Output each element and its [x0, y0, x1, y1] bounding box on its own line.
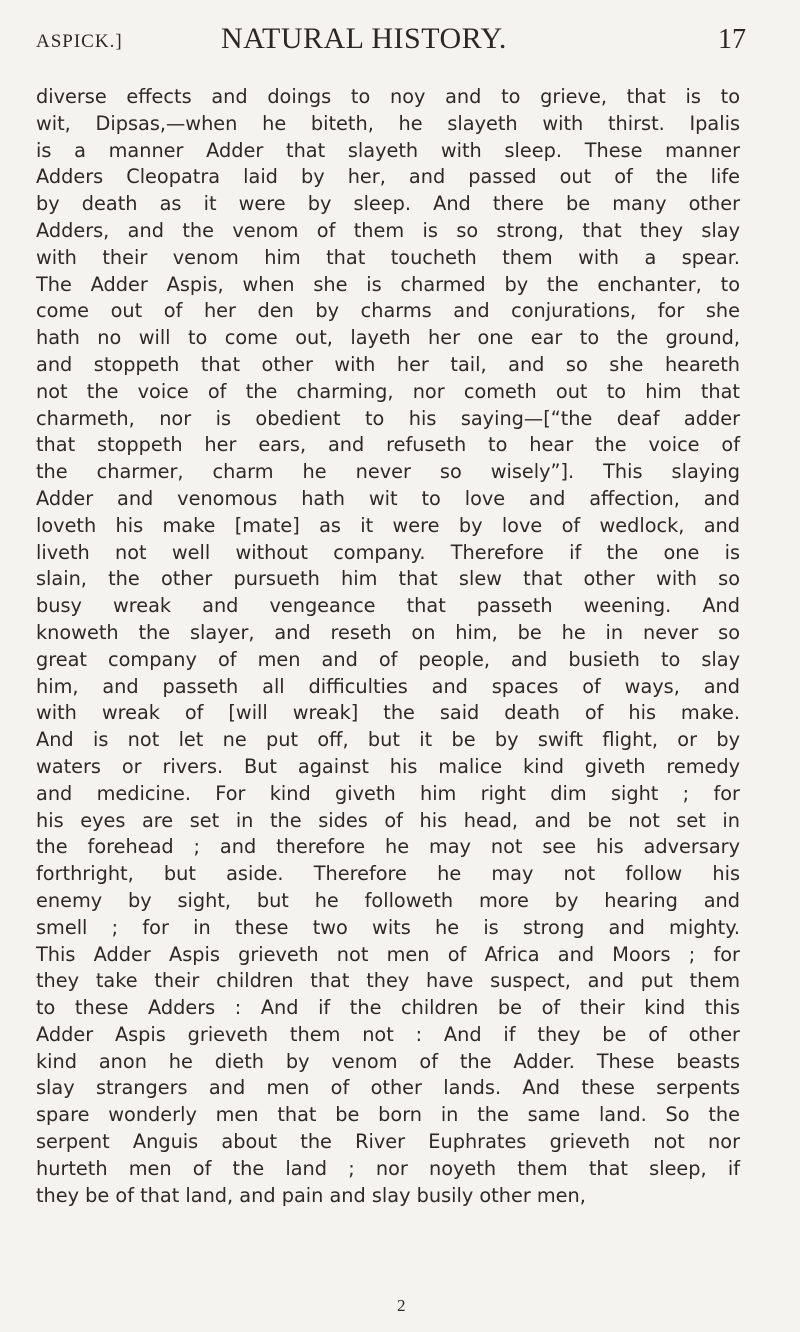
text-line: Adder Aspis grieveth them not : And if they be of other [36, 1022, 740, 1046]
text-line: The Adder Aspis, when she is charmed by the enchanter, to [36, 272, 740, 296]
text-line: Adders Cleopatra laid by her, and passed out of the life [36, 165, 740, 189]
text-line: Adders, and the venom of them is so strong, that they slay [36, 218, 740, 242]
text-line: diverse effects and doings to noy and to grieve, that is to [36, 85, 740, 108]
text-line: the charmer, charm he never so wisely”]. This slaying [36, 460, 740, 484]
text-line: smell ; for in these two wits he is strong and mighty. [36, 915, 740, 939]
text-line: knoweth the slayer, and reseth on him, be he in never so [36, 620, 740, 644]
running-head-section: ASPICK.] [36, 31, 123, 52]
text-line: enemy by sight, but he followeth more by hearing and [36, 888, 740, 912]
text-line: with their venom him that toucheth them with a spear. [36, 245, 740, 269]
text-line: not the voice of the charming, nor cometh out to him that [36, 379, 740, 403]
text-line: the forehead ; and therefore he may not see his adversary [36, 835, 740, 859]
text-line: they be of that land, and pain and slay busily other men, [36, 1183, 586, 1207]
text-line: waters or rivers. But against his malice kind giveth remedy [36, 754, 740, 778]
text-line: charmeth, nor is obedient to his saying—[“the deaf adder [36, 406, 740, 430]
text-line: wit, Dipsas,—when he biteth, he slayeth with thirst. Ipalis [36, 111, 740, 135]
text-line: This Adder Aspis grieveth not men of Africa and Moors ; for [36, 942, 740, 966]
text-line: loveth his make [mate] as it were by love of wedlock, and [36, 513, 740, 537]
text-line: great company of men and of people, and busieth to slay [36, 647, 740, 671]
running-head [36, 18, 746, 58]
text-line: his eyes are set in the sides of his head, and be not set in [36, 808, 740, 832]
page-number: 17 [718, 24, 746, 55]
text-line: him, and passeth all difficulties and spaces of ways, and [36, 674, 740, 698]
text-line: with wreak of [will wreak] the said death of his make. [36, 701, 740, 725]
text-line: by death as it were by sleep. And there be many other [36, 192, 740, 216]
text-line: they take their children that they have suspect, and put them [36, 969, 740, 993]
text-line: And is not let ne put off, but it be by swift flight, or by [36, 728, 740, 752]
text-line: liveth not well without company. Therefore if the one is [36, 540, 740, 564]
running-head-title: NATURAL HISTORY. [221, 22, 507, 55]
text-line: slay strangers and men of other lands. And these serpents [36, 1076, 740, 1100]
text-line: hurteth men of the land ; nor noyeth them that sleep, if [36, 1156, 740, 1180]
text-line: slain, the other pursueth him that slew that other with so [36, 567, 740, 591]
text-line: serpent Anguis about the River Euphrates grieveth not nor [36, 1130, 740, 1154]
body-text [36, 84, 740, 1209]
text-line: and medicine. For kind giveth him right dim sight ; for [36, 781, 740, 805]
text-line: is a manner Adder that slayeth with sleep. These manner [36, 138, 740, 162]
text-line: hath no will to come out, layeth her one ear to the ground, [36, 326, 740, 350]
text-line: spare wonderly men that be born in the same land. So the [36, 1103, 740, 1127]
text-line: forthright, but aside. Therefore he may not follow his [36, 862, 740, 886]
text-line: busy wreak and vengeance that passeth weening. And [36, 594, 740, 618]
text-line: kind anon he dieth by venom of the Adder. These beasts [36, 1049, 740, 1073]
text-line: Adder and venomous hath wit to love and affection, and [36, 486, 740, 510]
text-line: come out of her den by charms and conjurations, for she [36, 299, 740, 323]
signature-mark: 2 [397, 1296, 406, 1315]
text-line: and stoppeth that other with her tail, and so she heareth [36, 352, 740, 376]
text-line: that stoppeth her ears, and refuseth to hear the voice of [36, 433, 740, 457]
text-line: to these Adders : And if the children be of their kind this [36, 996, 740, 1020]
